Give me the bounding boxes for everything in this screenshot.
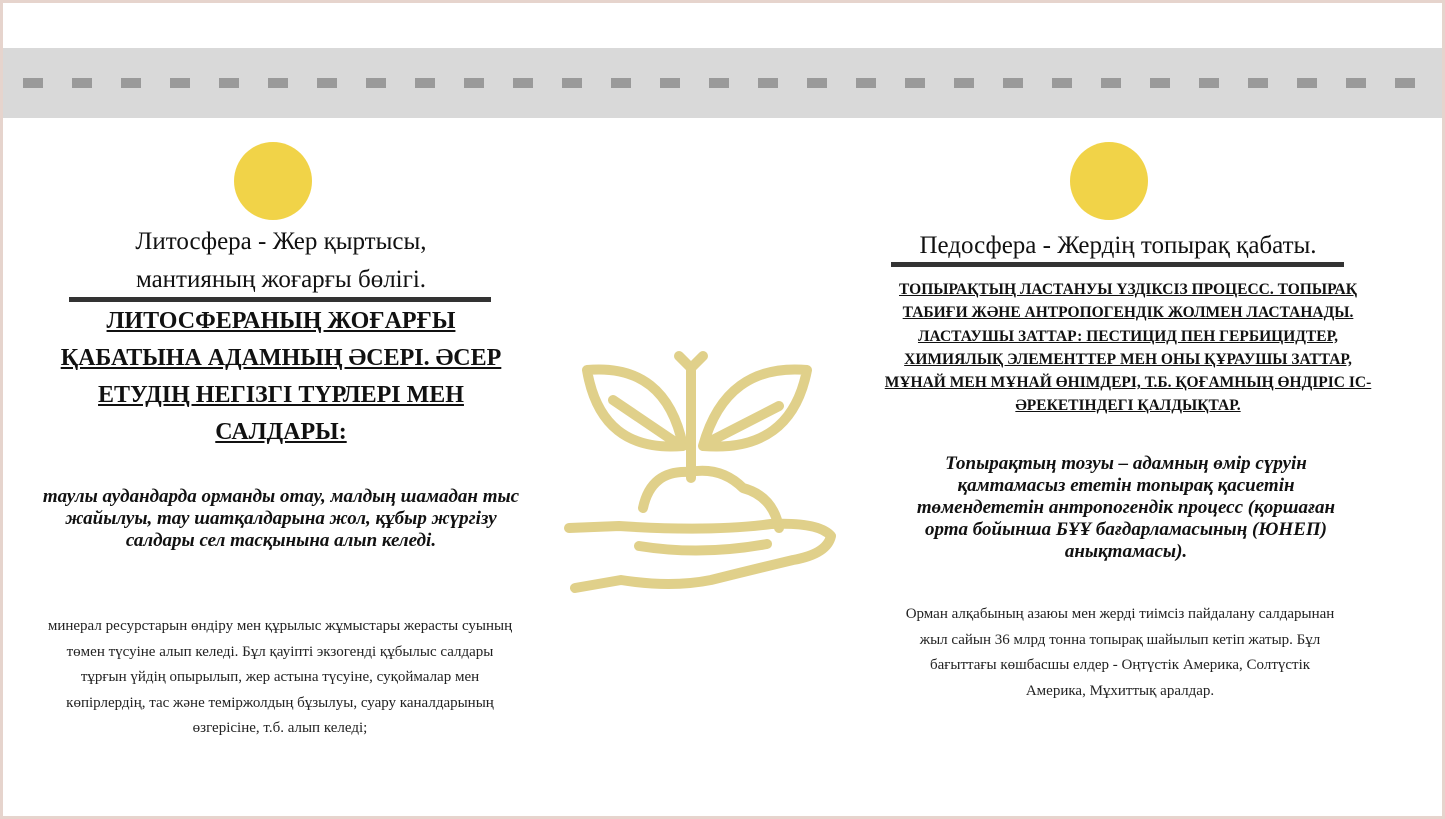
left-heading-line1: Литосфера - Жер қыртысы,	[135, 228, 427, 255]
right-heading: Педосфера - Жердің топырақ қабаты.	[919, 232, 1317, 259]
left-heading-line2: мантияның жоғарғы бөлігі.	[135, 266, 427, 293]
right-subheading: ТОПЫРАҚТЫҢ ЛАСТАНУЫ ҮЗДІКСІЗ ПРОЦЕСС. ТОПЫРАҚ ТАБИҒИ ЖӘНЕ АНТРОПОГЕНДІК ЖОЛМЕН ЛАСТАНАДЫ. ЛАСТАУШЫ ЗАТТАР: ПЕСТИЦИД ПЕН ГЕРБИЦИДТЕР, ХИМИЯЛЫҚ ЭЛЕМЕНТТЕР МЕН ОНЫ ҚҰРАУШЫ ЗАТТАР, МҰНАЙ МЕН МҰНАЙ ӨНІМДЕРІ, Т.Б. ҚОҒАМНЫҢ ӨНДІРІС ІС-ӘРЕКЕТІНДЕГІ ҚАЛДЫҚТАР.	[884, 281, 1372, 415]
left-italic-text: таулы аудандарда орманды отау, малдың шамадан тыс жайылуы, тау шатқалдарына жол, құбыр жүргізу салдары сел тасқынына алып келеді.	[42, 486, 520, 551]
left-divider	[69, 297, 491, 302]
right-body-text: Орман алқабының азаюы мен жерді тиімсіз пайдалану салдарынан жыл сайын 36 млрд тонна топырақ шайылып кетіп жатыр. Бұл бағыттағы көшбасшы елдер - Оңтүстік Америка, Солтүстік Америка, Мұхиттық аралдар.	[905, 606, 1335, 699]
left-body-text: минерал ресурстарын өндіру мен құрылыс жұмыстары жерасты суының төмен түсуіне алып келеді. Бұл қауіпті экзогенді құбылыс салдары тұрғын үйдің опырылып, жер астына түсуіне, суқоймалар мен көпірлердің, тас және теміржолдың бұзылуы, суару каналдарының өзгерісіне, т.б. алып келеді;	[47, 618, 513, 736]
dashed-line	[23, 78, 1428, 88]
right-yellow-dot	[1070, 142, 1148, 220]
left-heading	[43, 223, 519, 299]
right-italic-text: Топырақтың тозуы – адамның өмір сүруін қамтамасыз ететін топырақ қасиетін төмендететін антропогендік процесс (қоршаған орта бойынша БҰҰ бағдарламасының (ЮНЕП) анықтамасы).	[916, 453, 1336, 562]
plant-in-hand-icon	[561, 348, 841, 598]
right-divider	[891, 262, 1344, 267]
left-yellow-dot	[234, 142, 312, 220]
left-subheading: ЛИТОСФЕРАНЫҢ ЖОҒАРҒЫ ҚАБАТЫНА АДАМНЫҢ ӘСЕРІ. ӘСЕР ЕТУДІҢ НЕГІЗГІ ТҮРЛЕРІ МЕН САЛДАРЫ:	[60, 308, 502, 445]
